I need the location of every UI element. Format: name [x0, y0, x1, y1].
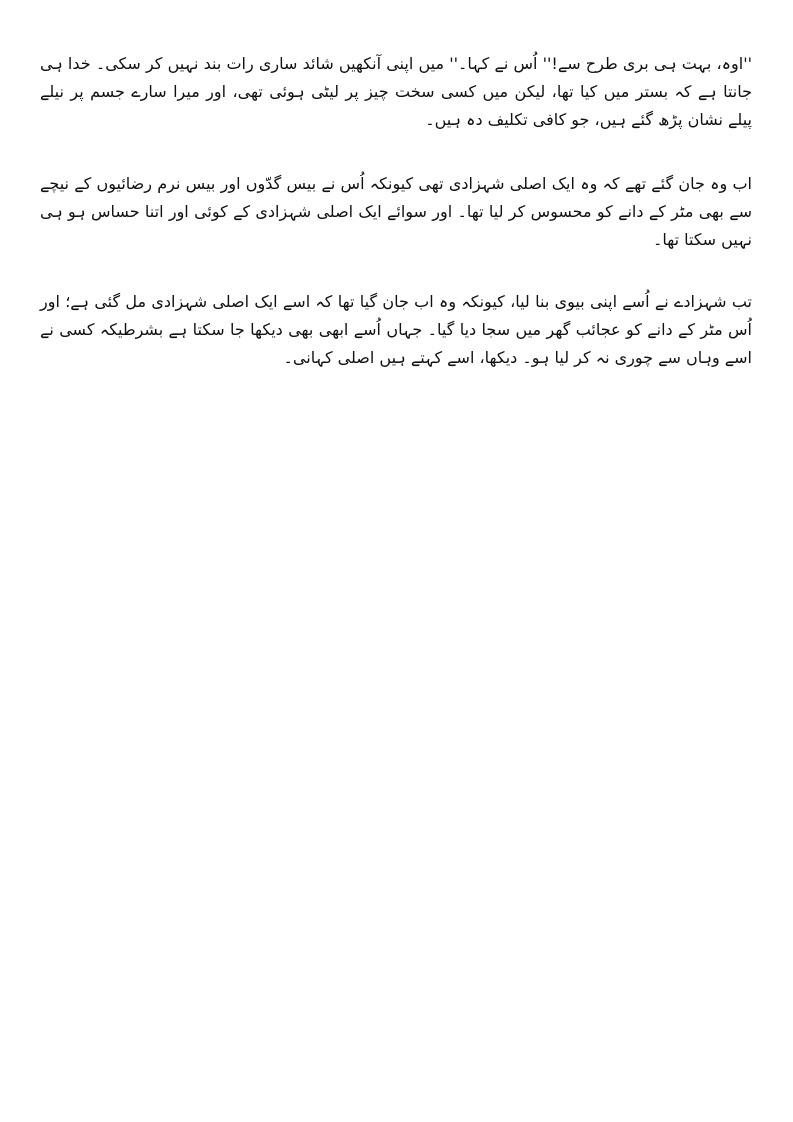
paragraph-3: تب شہزادے نے اُسے اپنی بیوی بنا لیا، کیونکہ وہ اب جان گیا تھا کہ اسے ایک اصلی شہزادی مل گئی ہے؛ اور اُس مٹر کے دانے کو عجائب گھر میں سجا دیا گیا۔ جہاں اُسے ابھی بھی دیکھا جا سکتا ہے بشرطیکہ کسی نے اسے وہاں سے چوری نہ کر لیا ہو۔ دیکھا، اسے کہتے ہیں اصلی کہانی۔ [40, 292, 752, 367]
story-text [40, 50, 752, 402]
paragraph-1: ''اوہ، بہت ہی بری طرح سے!'' اُس نے کہا۔'' میں اپنی آنکھیں شائد ساری رات بند نہیں کر سکی۔ خدا ہی جانتا ہے کہ بستر میں کیا تھا، لیکن میں کسی سخت چیز پر لیٹی ہوئی تھی، اور میرا سارے جسم پر نیلے پیلے نشان پڑھ گئے ہیں، جو کافی تکلیف دہ ہیں۔ [40, 54, 752, 129]
paragraph-2: اب وہ جان گئے تھے کہ وہ ایک اصلی شہزادی تھی کیونکہ اُس نے بیس گدّوں اور بیس نرم رضائیوں کے نیچے سے بھی مٹر کے دانے کو محسوس کر لیا تھا۔ اور سوائے ایک اصلی شہزادی کے کوئی اور اتنا حساس ہو ہی نہیں سکتا تھا۔ [40, 174, 752, 249]
